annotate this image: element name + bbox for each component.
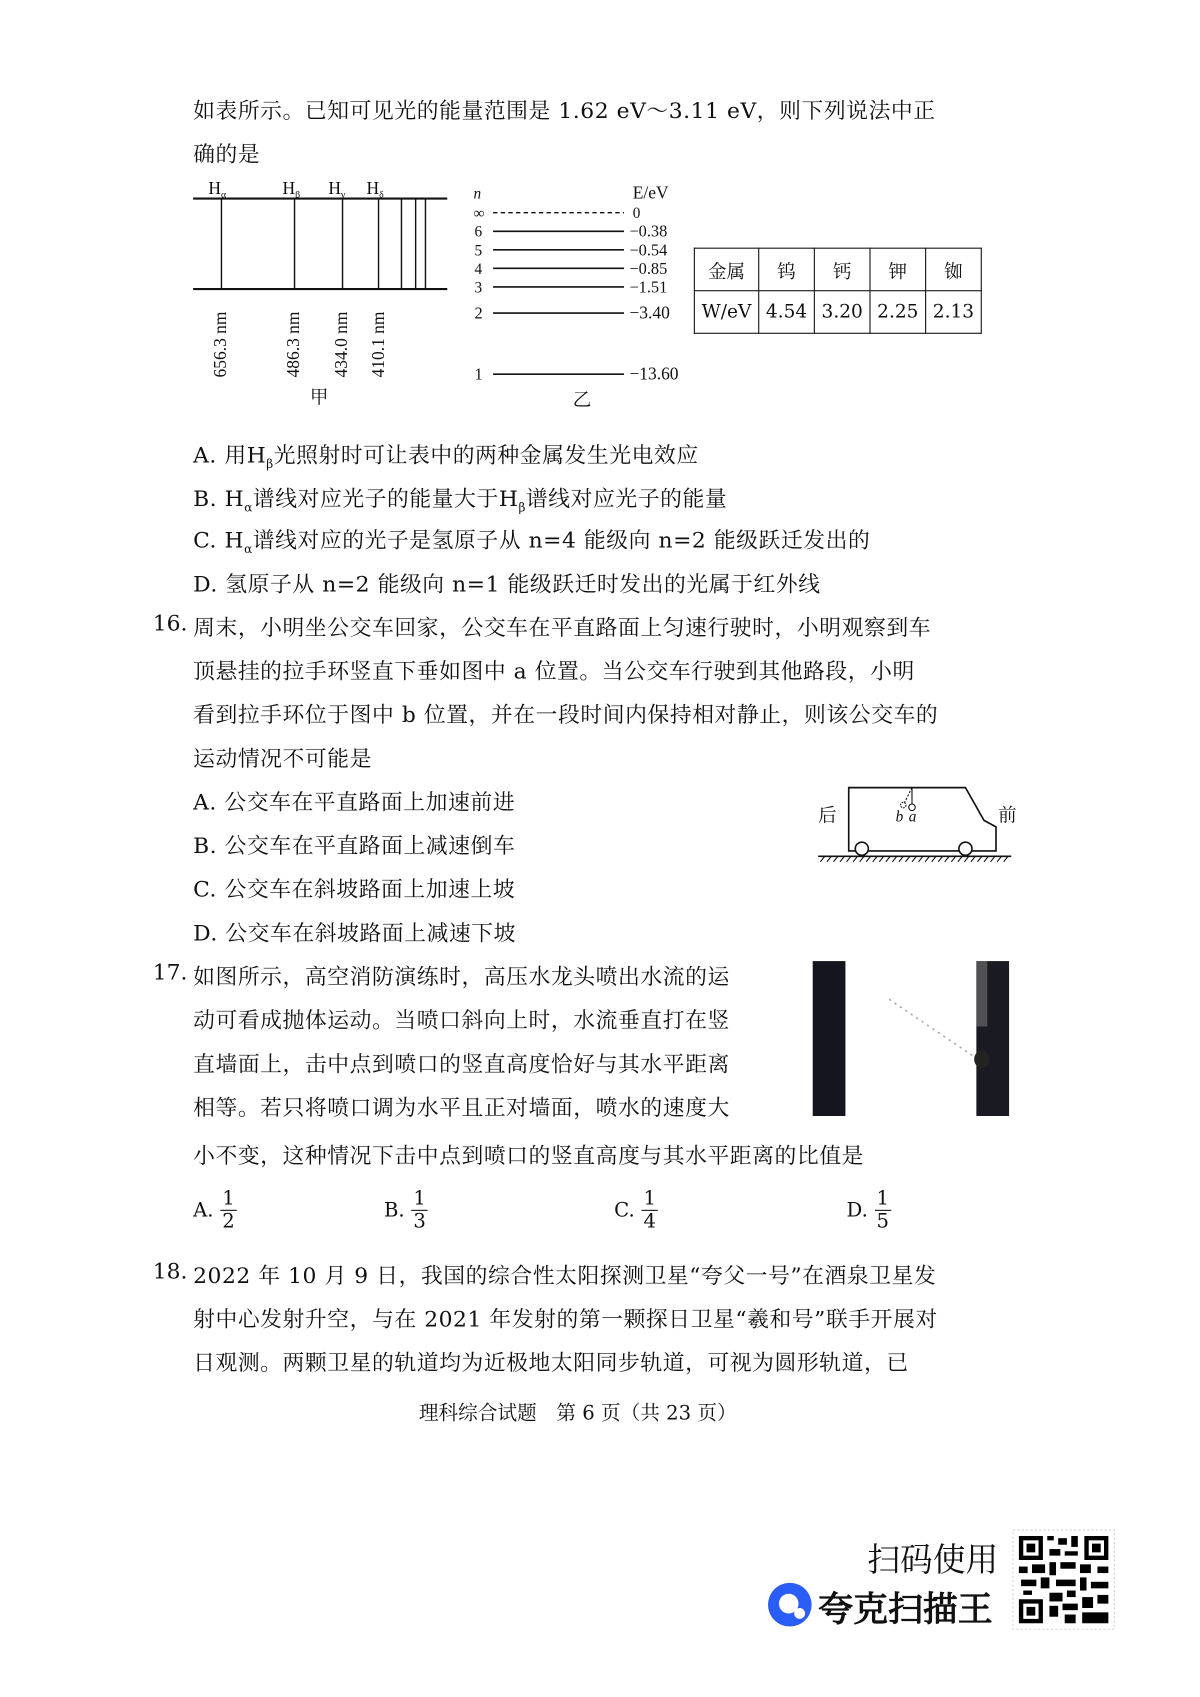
option-b: B. 1 3 (384, 1188, 428, 1233)
table-header-cell: 钨 (759, 248, 815, 291)
level-energy: −0.38 (629, 221, 668, 241)
label-b: b (895, 808, 904, 826)
level-energy: −0.85 (629, 258, 668, 278)
line-label: Hα (208, 178, 227, 201)
level-energy: −13.60 (629, 363, 679, 384)
level-energy: −3.40 (629, 302, 670, 323)
question-line: 运动情况不可能是 (193, 745, 372, 772)
scan-text: 扫码使用 (867, 1541, 999, 1580)
question-number: 16. (152, 609, 188, 636)
bus-figure (813, 777, 1020, 870)
label-back: 后 (818, 805, 837, 827)
energy-axis-label: E/eV (632, 182, 669, 203)
figure-caption: 甲 (309, 387, 329, 409)
table-cell: 3.20 (814, 291, 870, 334)
question-line: 小不变，这种情况下击中点到喷口的竖直高度与其水平距离的比值是 (193, 1142, 864, 1169)
question-number: 17. (152, 958, 188, 986)
question-line: 日观测。两颗卫星的轨道均为近极地太阳同步轨道，可视为圆形轨道，已 (193, 1349, 909, 1376)
table-cell: 4.54 (759, 291, 815, 334)
option-a: A. 用$H_\beta$光照射时可让表中的两种金属发生光电效应 (193, 441, 699, 472)
page-footer: 理科综合试题 第 6 页（共 23 页） (418, 1401, 737, 1425)
level-number: 5 (474, 242, 483, 260)
level-energy: −0.54 (629, 240, 668, 260)
option-c: C. 1 4 (614, 1188, 658, 1233)
spectrum-and-energy-level-figure (0, 0, 1200, 436)
level-number: 2 (474, 303, 483, 323)
handle-ring-b (901, 802, 906, 807)
wavelength-label: 410.1 nm (367, 311, 388, 378)
level-number: 4 (474, 260, 483, 278)
label-front: 前 (998, 805, 1017, 827)
label-a: a (908, 808, 917, 826)
table-header-cell: 钾 (870, 248, 926, 291)
level-energy: −1.51 (629, 277, 668, 297)
option-a: A. 1 2 (193, 1188, 237, 1233)
option-b: B. $H_\alpha$谱线对应光子的能量大于$H_\beta$谱线对应光子的能量 (193, 485, 728, 515)
option-a: A. 公交车在平直路面上加速前进 (193, 788, 516, 815)
level-energy: 0 (632, 205, 641, 223)
question-line: 相等。若只将喷口调为水平且正对墙面，喷水的速度大 (193, 1094, 730, 1121)
line-label: Hβ (282, 178, 301, 201)
intro-line: 确的是 (193, 140, 261, 167)
wheel (855, 842, 868, 855)
table-cell: 2.25 (870, 291, 926, 334)
question-line: 射中心发射升空，与在 2021 年发射的第一颗探日卫星“羲和号”联手开展对 (193, 1305, 938, 1332)
option-b: B. 公交车在平直路面上减速倒车 (193, 832, 516, 859)
table-header-cell: 钙 (814, 248, 870, 291)
wheel (959, 842, 972, 855)
intro-line: 如表所示。已知可见光的能量范围是 1.62 eV～3.11 eV，则下列说法中正 (193, 97, 936, 124)
brand-name: 夸克扫描王 (818, 1588, 993, 1630)
question-line: 直墙面上，击中点到喷口的竖直高度恰好与其水平距离 (193, 1050, 730, 1077)
wavelength-label: 434.0 nm (330, 311, 351, 378)
wavelength-label: 656.3 nm (209, 311, 230, 378)
level-number: 1 (474, 364, 483, 384)
question-line: 顶悬挂的拉手环竖直下垂如图中 a 位置。当公交车行驶到其他路段，小明 (193, 657, 915, 684)
level-number: 6 (474, 223, 483, 241)
figure-caption: 乙 (572, 389, 592, 411)
question-line: 2022 年 10 月 9 日，我国的综合性太阳探测卫星“夸父一号”在酒泉卫星发 (193, 1262, 937, 1289)
table-header-cell: 金属 (694, 248, 758, 291)
table-header-cell: 铷 (926, 248, 982, 291)
energy-level-diagram (473, 183, 678, 411)
option-d: D. 氢原子从 n=2 能级向 n=1 能级跃迁时发出的光属于红外线 (193, 570, 821, 597)
level-number: ∞ (473, 205, 485, 223)
option-d: D. 1 5 (847, 1188, 892, 1233)
line-label: Hγ (328, 178, 346, 201)
work-function-table (694, 248, 982, 334)
wavelength-label: 486.3 nm (282, 311, 303, 378)
line-label: Hδ (366, 178, 384, 201)
question-line: 看到拉手环位于图中 b 位置，并在一段时间内保持相对静止，则该公交车的 (193, 701, 939, 728)
quark-logo-icon (767, 1582, 813, 1628)
option-d: D. 公交车在斜坡路面上减速下坡 (193, 919, 517, 946)
water-impact-point (974, 1051, 989, 1068)
question-number: 18. (152, 1257, 188, 1284)
qr-code-icon[interactable] (1012, 1529, 1115, 1629)
question-line: 周末，小明坐公交车回家，公交车在平直路面上匀速行驶时，小明观察到车 (193, 614, 932, 641)
n-axis-label: n (473, 185, 482, 203)
table-cell: 2.13 (926, 291, 982, 334)
question-line: 动可看成抛体运动。当喷口斜向上时，水流垂直打在竖 (193, 1006, 730, 1034)
table-cell: W/eV (694, 291, 758, 334)
level-number: 3 (474, 279, 483, 297)
fire-hose-photo (807, 958, 1014, 1122)
question-line: 如图所示，高空消防演练时，高压水龙头喷出水流的运 (193, 963, 730, 990)
option-c: C. $H_\alpha$谱线对应的光子是氢原子从 n=4 能级向 n=2 能级跃迁发出的 (193, 526, 871, 557)
option-c: C. 公交车在斜坡路面上加速上坡 (193, 875, 516, 903)
hydrogen-spectrum-figure (193, 178, 447, 408)
